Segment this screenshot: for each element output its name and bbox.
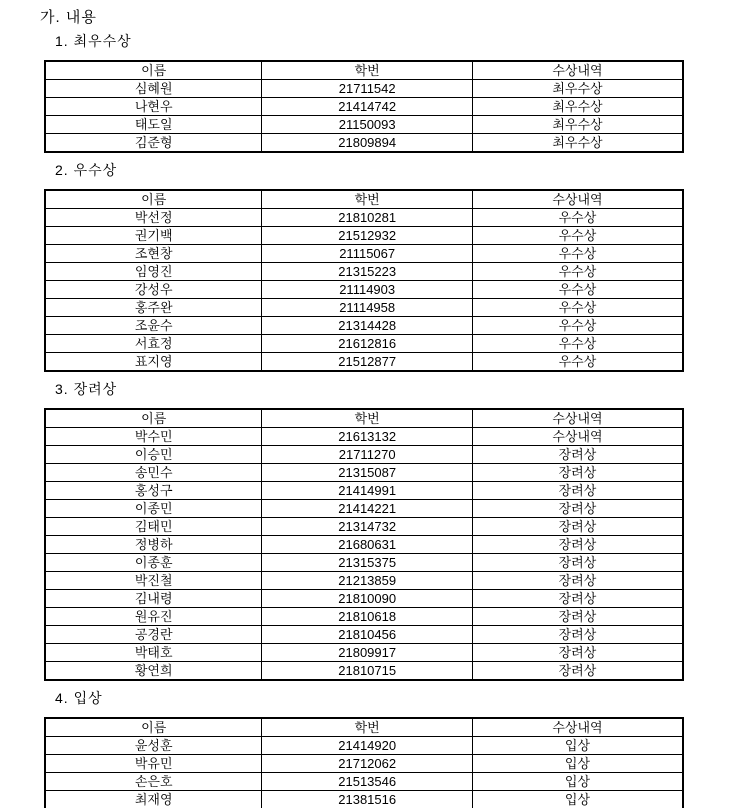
name-cell: 강성우 — [45, 281, 262, 299]
name-cell: 김내령 — [45, 590, 262, 608]
name-cell: 최재영 — [45, 791, 262, 808]
table-row — [45, 209, 683, 227]
section-title: 4. 입상 — [55, 690, 103, 706]
student-id-cell: 21810090 — [262, 590, 473, 608]
name-column-header: 이름 — [45, 409, 262, 428]
award-cell: 장려상 — [472, 590, 683, 608]
student-id-cell: 21381516 — [262, 791, 473, 808]
student-id-cell: 21680631 — [262, 536, 473, 554]
table-row — [45, 317, 683, 335]
award-cell: 장려상 — [472, 662, 683, 681]
student-id-cell: 21711542 — [262, 80, 473, 98]
name-cell: 김준형 — [45, 134, 262, 153]
student-id-cell: 21512932 — [262, 227, 473, 245]
award-cell: 최우수상 — [472, 134, 683, 153]
table-row — [45, 98, 683, 116]
name-cell: 임영진 — [45, 263, 262, 281]
award-cell: 장려상 — [472, 626, 683, 644]
table-header-row — [45, 190, 683, 209]
student-id-cell: 21414742 — [262, 98, 473, 116]
table-row — [45, 482, 683, 500]
award-section — [40, 690, 735, 808]
page-title: 가. 내용 — [40, 9, 97, 26]
name-cell: 이종민 — [45, 500, 262, 518]
student-id-cell: 21612816 — [262, 335, 473, 353]
name-cell: 박선정 — [45, 209, 262, 227]
student-id-cell: 21613132 — [262, 428, 473, 446]
award-cell: 우수상 — [472, 335, 683, 353]
name-cell: 태도일 — [45, 116, 262, 134]
award-cell: 우수상 — [472, 245, 683, 263]
section-title: 3. 장려상 — [55, 381, 118, 397]
award-column-header: 수상내역 — [472, 61, 683, 80]
name-cell: 손은호 — [45, 773, 262, 791]
award-cell: 최우수상 — [472, 116, 683, 134]
table-row — [45, 428, 683, 446]
name-cell: 박유민 — [45, 755, 262, 773]
name-cell: 조현창 — [45, 245, 262, 263]
award-cell: 입상 — [472, 737, 683, 755]
table-row — [45, 773, 683, 791]
table-row — [45, 446, 683, 464]
student-id-cell: 21115067 — [262, 245, 473, 263]
student-id-cell: 21414920 — [262, 737, 473, 755]
award-table — [44, 717, 684, 808]
student-id-cell: 21810618 — [262, 608, 473, 626]
student-id-column-header: 학번 — [262, 718, 473, 737]
award-cell: 입상 — [472, 755, 683, 773]
name-cell: 윤성훈 — [45, 737, 262, 755]
name-cell: 공경란 — [45, 626, 262, 644]
award-table — [44, 189, 684, 372]
student-id-cell: 21314428 — [262, 317, 473, 335]
section-title: 1. 최우수상 — [55, 33, 132, 49]
student-id-cell: 21114903 — [262, 281, 473, 299]
student-id-cell: 21712062 — [262, 755, 473, 773]
student-id-column-header: 학번 — [262, 409, 473, 428]
table-header-row — [45, 718, 683, 737]
award-cell: 장려상 — [472, 554, 683, 572]
table-row — [45, 536, 683, 554]
award-cell: 장려상 — [472, 464, 683, 482]
name-column-header: 이름 — [45, 718, 262, 737]
student-id-cell: 21315087 — [262, 464, 473, 482]
table-row — [45, 662, 683, 681]
award-column-header: 수상내역 — [472, 190, 683, 209]
name-cell: 송민수 — [45, 464, 262, 482]
student-id-cell: 21809894 — [262, 134, 473, 153]
student-id-cell: 21414221 — [262, 500, 473, 518]
award-cell: 장려상 — [472, 518, 683, 536]
award-sections-container — [40, 33, 735, 808]
table-row — [45, 335, 683, 353]
table-row — [45, 737, 683, 755]
name-cell: 원유진 — [45, 608, 262, 626]
student-id-cell: 21414991 — [262, 482, 473, 500]
award-cell: 장려상 — [472, 500, 683, 518]
table-row — [45, 590, 683, 608]
award-cell: 최우수상 — [472, 98, 683, 116]
award-section — [40, 33, 735, 153]
table-row — [45, 353, 683, 372]
name-cell: 박수민 — [45, 428, 262, 446]
award-cell: 우수상 — [472, 353, 683, 372]
award-cell: 최우수상 — [472, 80, 683, 98]
student-id-cell: 21213859 — [262, 572, 473, 590]
award-section — [40, 162, 735, 372]
table-row — [45, 263, 683, 281]
award-cell: 입상 — [472, 791, 683, 808]
award-cell: 장려상 — [472, 572, 683, 590]
table-row — [45, 572, 683, 590]
table-row — [45, 626, 683, 644]
award-cell: 우수상 — [472, 317, 683, 335]
table-row — [45, 791, 683, 808]
student-id-column-header: 학번 — [262, 61, 473, 80]
student-id-cell: 21114958 — [262, 299, 473, 317]
name-cell: 조윤수 — [45, 317, 262, 335]
table-row — [45, 755, 683, 773]
student-id-cell: 21809917 — [262, 644, 473, 662]
name-cell: 박태호 — [45, 644, 262, 662]
award-column-header: 수상내역 — [472, 718, 683, 737]
award-cell: 우수상 — [472, 281, 683, 299]
name-cell: 박진철 — [45, 572, 262, 590]
name-cell: 이승민 — [45, 446, 262, 464]
student-id-cell: 21315375 — [262, 554, 473, 572]
name-cell: 서효정 — [45, 335, 262, 353]
award-column-header: 수상내역 — [472, 409, 683, 428]
student-id-cell: 21314732 — [262, 518, 473, 536]
table-row — [45, 299, 683, 317]
name-cell: 홍성구 — [45, 482, 262, 500]
table-row — [45, 281, 683, 299]
student-id-cell: 21711270 — [262, 446, 473, 464]
name-cell: 황연희 — [45, 662, 262, 681]
award-section — [40, 381, 735, 681]
name-cell: 정병하 — [45, 536, 262, 554]
award-cell: 장려상 — [472, 446, 683, 464]
name-cell: 이종훈 — [45, 554, 262, 572]
table-row — [45, 80, 683, 98]
name-cell: 표지영 — [45, 353, 262, 372]
table-row — [45, 134, 683, 153]
name-cell: 심혜원 — [45, 80, 262, 98]
name-cell: 홍주완 — [45, 299, 262, 317]
name-column-header: 이름 — [45, 61, 262, 80]
name-column-header: 이름 — [45, 190, 262, 209]
award-cell: 수상내역 — [472, 428, 683, 446]
student-id-cell: 21513546 — [262, 773, 473, 791]
table-header-row — [45, 409, 683, 428]
award-cell: 우수상 — [472, 263, 683, 281]
award-table — [44, 60, 684, 153]
name-cell: 나현우 — [45, 98, 262, 116]
table-row — [45, 608, 683, 626]
table-row — [45, 227, 683, 245]
table-row — [45, 245, 683, 263]
table-row — [45, 554, 683, 572]
award-cell: 장려상 — [472, 482, 683, 500]
table-row — [45, 500, 683, 518]
award-cell: 우수상 — [472, 209, 683, 227]
student-id-cell: 21810456 — [262, 626, 473, 644]
student-id-cell: 21150093 — [262, 116, 473, 134]
award-table — [44, 408, 684, 681]
student-id-column-header: 학번 — [262, 190, 473, 209]
table-header-row — [45, 61, 683, 80]
award-cell: 장려상 — [472, 536, 683, 554]
name-cell: 권기백 — [45, 227, 262, 245]
award-cell: 장려상 — [472, 608, 683, 626]
award-cell: 장려상 — [472, 644, 683, 662]
name-cell: 김태민 — [45, 518, 262, 536]
table-row — [45, 644, 683, 662]
award-cell: 우수상 — [472, 227, 683, 245]
table-row — [45, 116, 683, 134]
award-cell: 우수상 — [472, 299, 683, 317]
student-id-cell: 21810281 — [262, 209, 473, 227]
table-row — [45, 518, 683, 536]
table-row — [45, 464, 683, 482]
student-id-cell: 21810715 — [262, 662, 473, 681]
section-title: 2. 우수상 — [55, 162, 118, 178]
student-id-cell: 21512877 — [262, 353, 473, 372]
award-cell: 입상 — [472, 773, 683, 791]
student-id-cell: 21315223 — [262, 263, 473, 281]
